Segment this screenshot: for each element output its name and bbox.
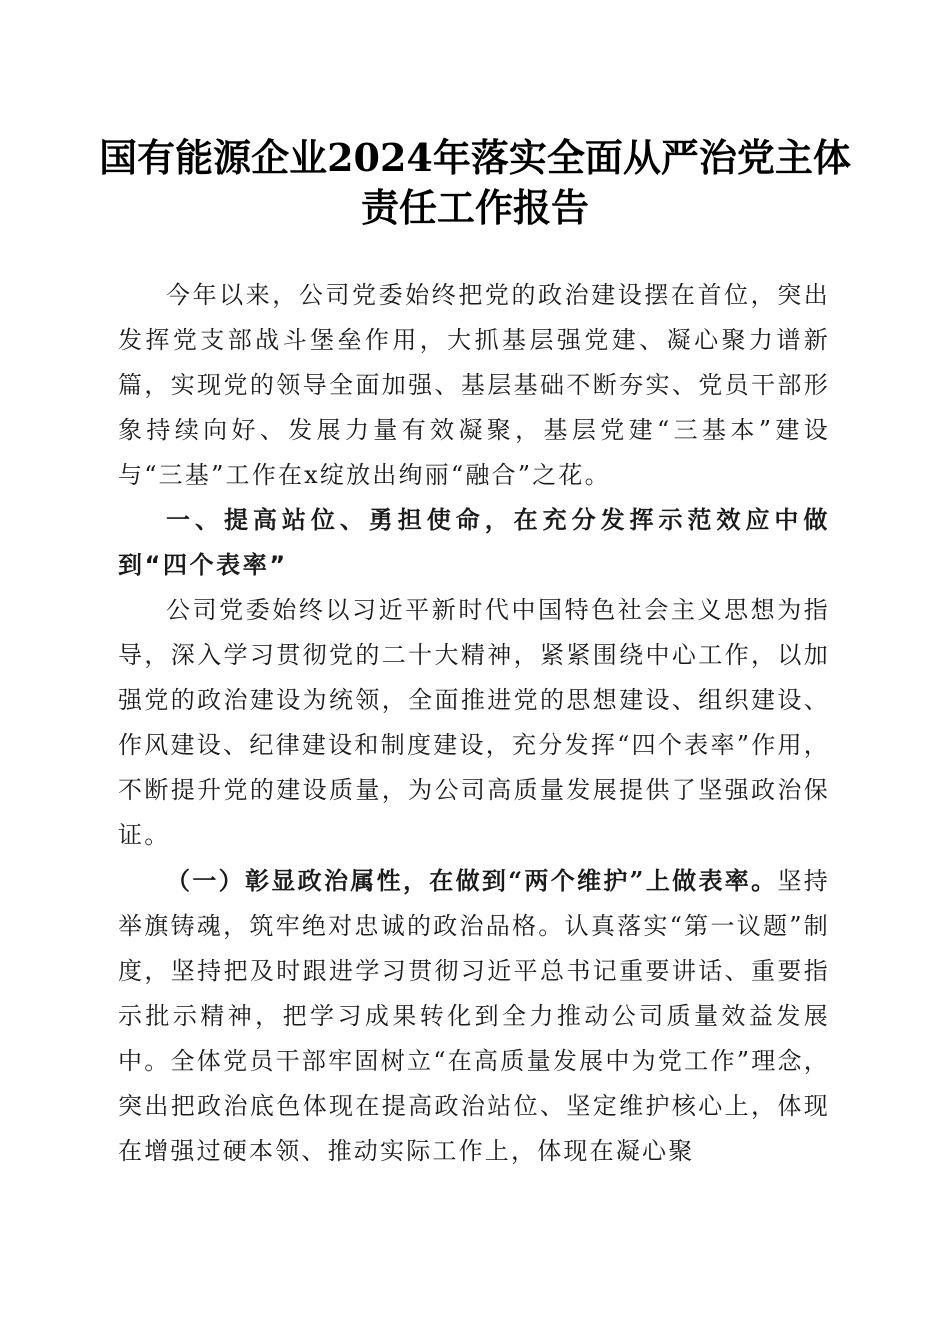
document-title — [90, 133, 860, 233]
section-1-paragraph: 公司党委始终以习近平新时代中国特色社会主义思想为指导，深入学习贯彻党的二十大精神，紧紧围绕中心工作，以加强党的政治建设为统领，全面推进党的思想建设、组织建设、作风建设、纪律建设和制度建设，充分发挥“四个表率”作用，不断提升党的建设质量，为公司高质量发展提供了坚强政治保证。 — [118, 596, 830, 849]
title-line-2: 责任工作报告 — [360, 185, 589, 230]
subsection-1-lead: （一）彰显政治属性，在做到“两个维护”上做表率。 — [166, 866, 778, 895]
title-line-1: 国有能源企业2024年落实全面从严治党主体 — [99, 135, 851, 180]
subsection-1-paragraph — [118, 858, 830, 1174]
intro-paragraph: 今年以来，公司党委始终把党的政治建设摆在首位，突出发挥党支部战斗堡垒作用，大抓基层强党建、凝心聚力谱新篇，实现党的领导全面加强、基层基础不断夯实、党员干部形象持续向好、发展力量有效凝聚，基层党建“三基本”建设与“三基”工作在x绽放出绚丽“融合”之花。 — [118, 281, 830, 489]
section-heading-1: 一、提高站位、勇担使命，在充分发挥示范效应中做到“四个表率” — [118, 506, 830, 579]
subsection-1-text: 坚持举旗铸魂，筑牢绝对忠诚的政治品格。认真落实“第一议题”制度，坚持把及时跟进学习贯彻习近平总书记重要讲话、重要指示批示精神，把学习成果转化到全力推动公司质量效益发展中。全体党员干部牢固树立“在高质量发展中为党工作”理念，突出把政治底色体现在提高政治站位、坚定维护核心上，体现在增强过硬本领、推动实际工作上，体现在凝心聚 — [118, 867, 830, 1165]
document-body — [118, 273, 830, 1174]
